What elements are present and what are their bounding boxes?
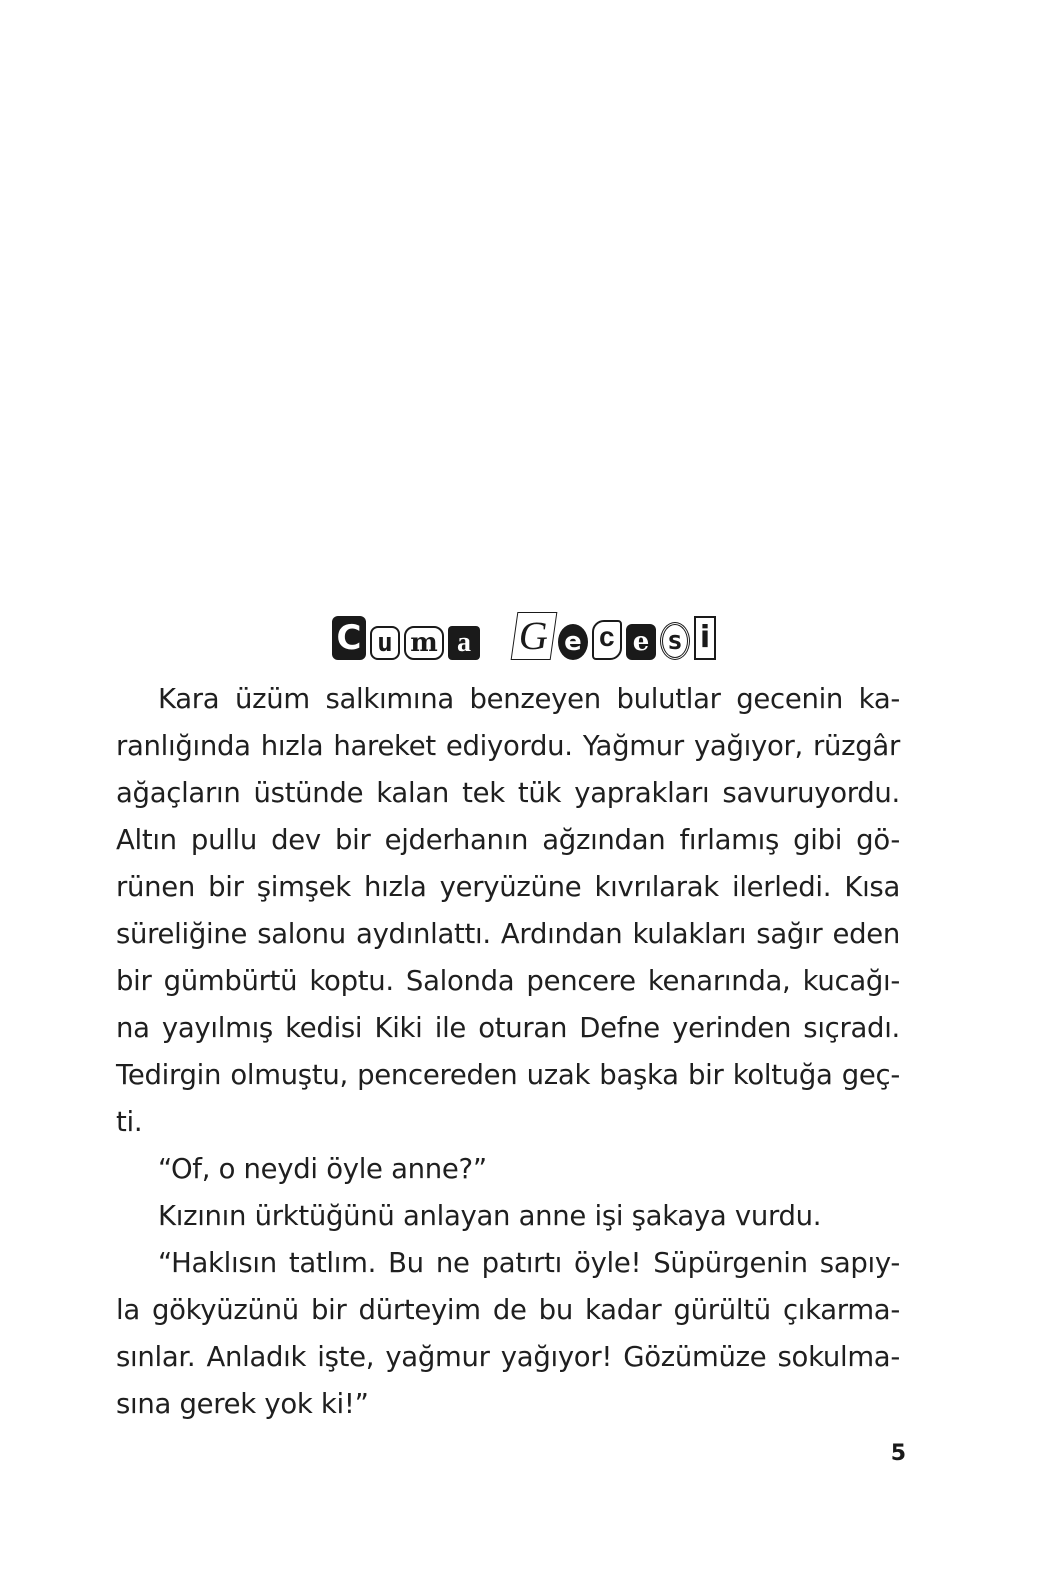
paragraph — [116, 1146, 900, 1193]
text-line: Tedirgin olmuştu, pencereden uzak başka bir koltuğa geç- — [116, 1059, 900, 1091]
text-line: la gökyüzünü bir dürteyim de bu kadar gürültü çıkarma- — [116, 1294, 900, 1326]
text-line: “Of, o neydi öyle anne?” — [158, 1153, 487, 1185]
chapter-title — [0, 612, 1048, 660]
text-line: sına gerek yok ki!” — [116, 1388, 369, 1420]
text-line: rünen bir şimşek hızla yeryüzüne kıvrılarak ilerledi. Kısa — [116, 871, 900, 903]
text-line: ranlığında hızla hareket ediyordu. Yağmur yağıyor, rüzgâr — [116, 730, 900, 762]
title-letter: e — [558, 624, 588, 660]
chapter-title-word-1 — [332, 616, 480, 660]
text-line: “Haklısın tatlım. Bu ne patırtı öyle! Süpürgenin sapıy- — [158, 1247, 900, 1279]
text-line: bir gümbürtü koptu. Salonda pencere kenarında, kucağı- — [116, 965, 900, 997]
title-letter: i — [694, 616, 716, 660]
title-letter: s — [660, 622, 690, 660]
text-line: sınlar. Anladık işte, yağmur yağıyor! Gözümüze sokulma- — [116, 1341, 900, 1373]
text-line: na yayılmış kedisi Kiki ile oturan Defne yerinden sıçradı. — [116, 1012, 900, 1044]
chapter-title-word-2 — [514, 612, 716, 660]
title-letter: e — [626, 624, 656, 660]
text-line: süreliğine salonu aydınlattı. Ardından kulakları sağır eden — [116, 918, 900, 950]
text-line: Kara üzüm salkımına benzeyen bulutlar gecenin ka- — [158, 683, 900, 715]
page-number: 5 — [890, 1441, 906, 1466]
title-letter: C — [332, 616, 366, 660]
title-letter: a — [448, 626, 480, 660]
paragraph — [116, 1240, 900, 1428]
title-letter: G — [511, 612, 558, 660]
paragraph — [116, 676, 900, 1146]
text-line: ti. — [116, 1106, 143, 1138]
text-line: Altın pullu dev bir ejderhanın ağzından fırlamış gibi gö- — [116, 824, 900, 856]
title-letter: c — [592, 620, 622, 660]
title-letter: u — [370, 626, 400, 660]
text-line: Kızının ürktüğünü anlayan anne işi şakaya vurdu. — [158, 1200, 822, 1232]
text-line: ağaçların üstünde kalan tek tük yaprakları savuruyordu. — [116, 777, 900, 809]
title-letter: m — [404, 626, 444, 660]
body-text — [116, 676, 900, 1428]
paragraph — [116, 1193, 900, 1240]
